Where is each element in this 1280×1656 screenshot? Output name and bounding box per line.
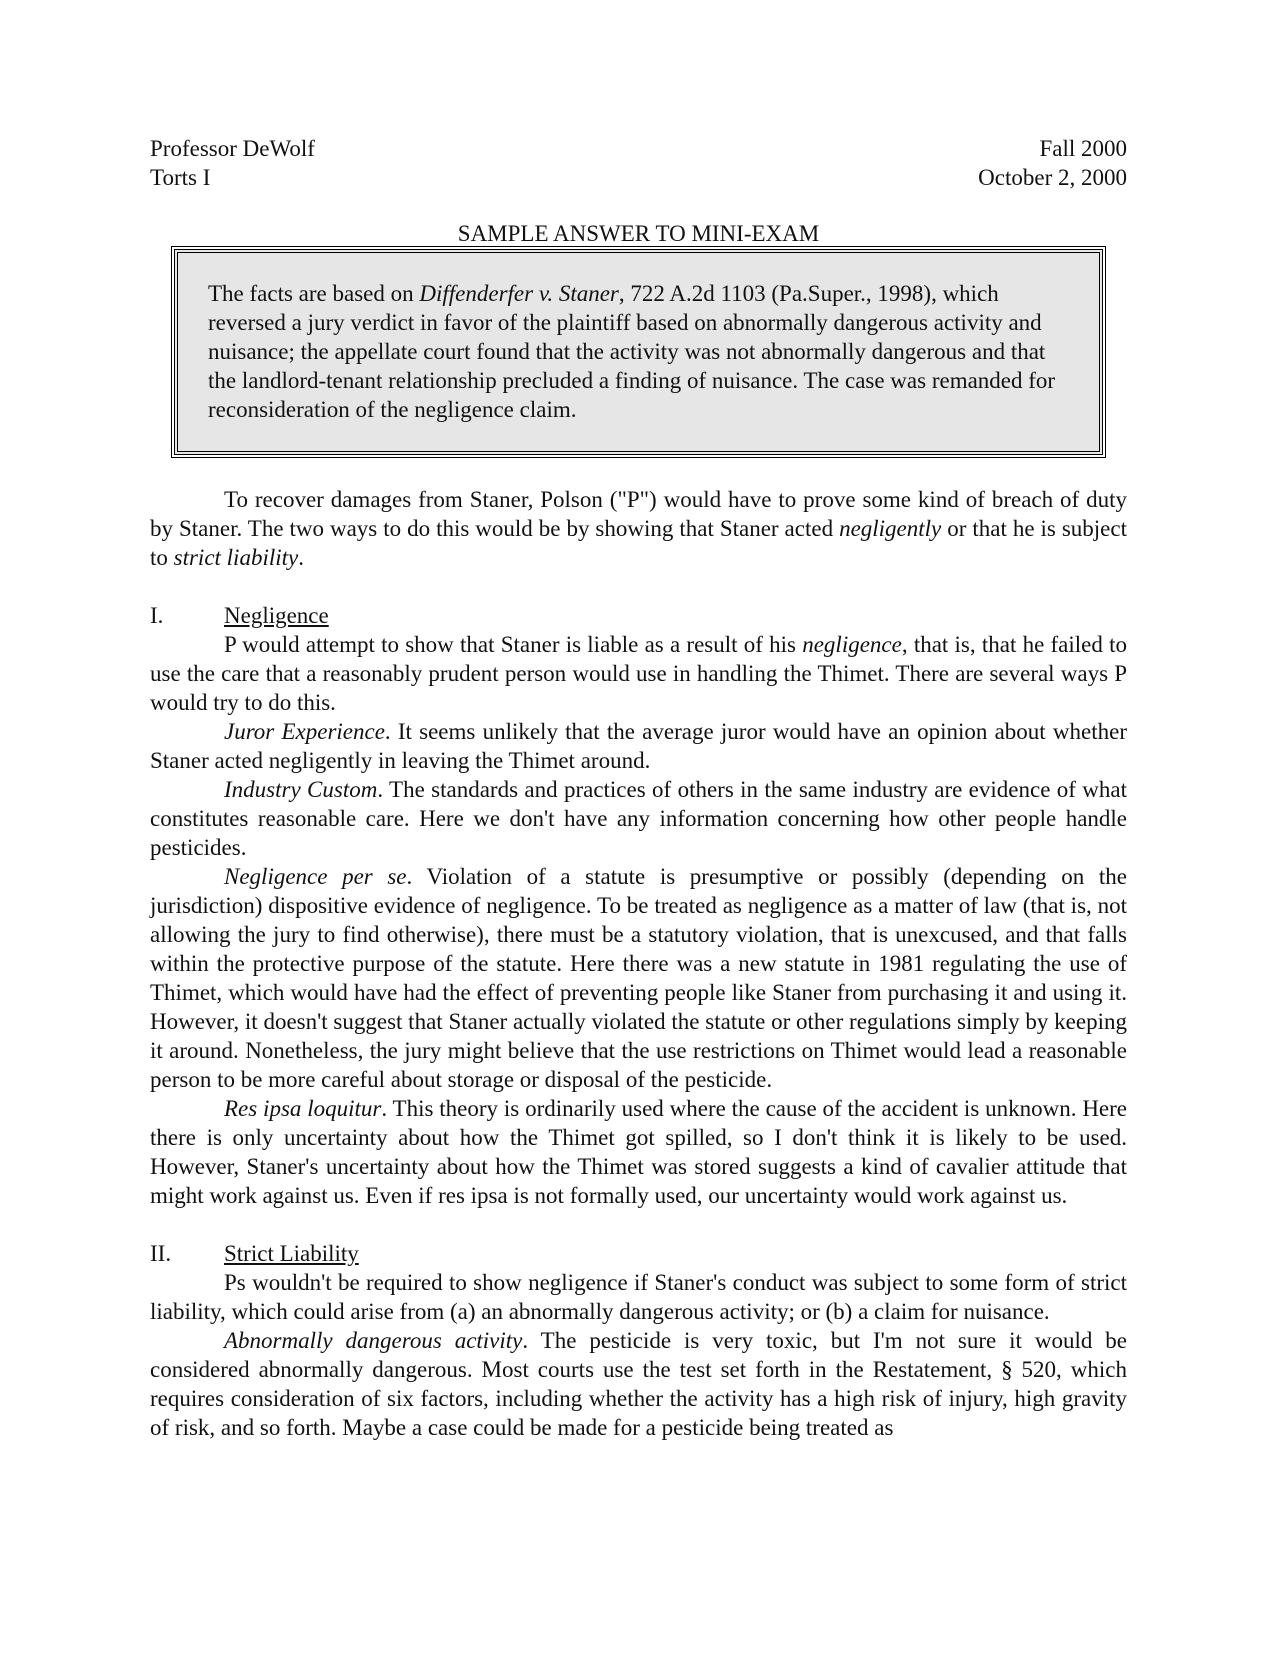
section-heading-negligence [150, 601, 1127, 630]
date: October 2, 2000 [978, 165, 1127, 190]
facts-post: , 722 A.2d 1103 (Pa.Super., 1998), which reversed a jury verdict in favor of the plaintiff based on abnormally dangerous activity and nuisance; the appellate court found that the activity was not abnormally dangerous and that the landlord-tenant relationship precluded a finding of nuisance. The case was remanded for reconsideration of the negligence claim. [208, 281, 1056, 422]
para-text: . This theory is ordinarily used where the cause of the accident is unknown. Here there is only uncertainty about how the Thimet got spilled, so I don't think it is likely to be used. However, Staner's uncertainty about how the Thimet was stored suggests a kind of cavalier attitude that might work against us. Even if res ipsa is not formally used, our uncertainty would work against us. [150, 1096, 1128, 1208]
para-text: . It seems unlikely that the average juror would have an opinion about whether Staner acted negligently in leaving the Thimet around. [150, 719, 1127, 773]
header-left [150, 134, 315, 192]
para-text: . Violation of a statute is presumptive or possibly (depending on the jurisdiction) dispositive evidence of negligence. To be treated as negligence as a matter of law (that is, not allowing the jury to find otherwise), there must be a statutory violation, that is unexcused, and that falls within the protective purpose of the statute. Here there was a new statute in 1981 regulating the use of Thimet, which would have had the effect of preventing people like Staner from purchasing it and using it. However, it doesn't suggest that Staner actually violated the statute or other regulations simply by keeping it around. Nonetheless, the jury might believe that the use restrictions on Thimet would lead a reasonable person to be more careful about storage or disposal of the pesticide. [150, 864, 1127, 1092]
abnormally-dangerous-paragraph [150, 1326, 1127, 1442]
professor-name: Professor DeWolf [150, 136, 315, 161]
term: Fall 2000 [1039, 136, 1127, 161]
negligence-paragraph [150, 630, 1127, 717]
para-text: , that is, that he failed to use the care that a reasonably prudent person would use in handling the Thimet. There are several ways P would try to do this. [150, 632, 1127, 715]
section-title: Negligence [224, 603, 329, 628]
document-title: SAMPLE ANSWER TO MINI-EXAM [457, 221, 820, 246]
para-heading: Juror Experience [224, 719, 385, 744]
intro-e: . [298, 545, 304, 570]
document-page [150, 134, 1127, 1442]
case-name: Diffenderfer v. Staner [419, 281, 619, 306]
res-ipsa-paragraph [150, 1094, 1127, 1210]
intro-c: or that he is subject to [150, 516, 1127, 570]
intro-strict-liability: strict liability [173, 545, 299, 570]
juror-experience-paragraph [150, 717, 1127, 775]
industry-custom-paragraph [150, 775, 1127, 862]
facts-box [174, 249, 1103, 455]
negligence-per-se-paragraph [150, 862, 1127, 1094]
para-italic: negligence [802, 632, 902, 657]
strict-liability-paragraph: Ps wouldn't be required to show negligence if Staner's conduct was subject to some form of strict liability, which could arise from (a) an abnormally dangerous activity; or (b) a claim for nuisance. [150, 1270, 1127, 1324]
intro-paragraph [150, 485, 1127, 572]
section-number: I. [150, 603, 164, 628]
section-number: II. [150, 1241, 172, 1266]
section-heading-strict-liability [150, 1239, 1127, 1268]
header-right [978, 134, 1127, 192]
intro-a: To recover damages from Staner, Polson ("P") would have to prove some kind of breach of duty by Staner. The two ways to do this would be by showing that Staner acted [150, 487, 1127, 541]
para-text: . The pesticide is very toxic, but I'm not sure it would be considered abnormally dangerous. Most courts use the test set forth in the Restatement, § 520, which requires consideration of six factors, including whether the activity has a high risk of injury, high gravity of risk, and so forth. Maybe a case could be made for a pesticide being treated as [150, 1328, 1127, 1440]
para-heading: Abnormally dangerous activity [224, 1328, 523, 1353]
document-header [150, 134, 1127, 192]
para-heading: Industry Custom [224, 777, 378, 802]
facts-text [208, 279, 1069, 424]
intro-negligently: negligently [839, 516, 942, 541]
para-heading: Negligence per se [224, 864, 407, 889]
para-text: . The standards and practices of others in the same industry are evidence of what constitutes reasonable care. Here we don't have any information concerning how other people handle pesticides. [150, 777, 1127, 860]
para-heading: Res ipsa loquitur [224, 1096, 382, 1121]
para-text: P would attempt to show that Staner is liable as a result of his [224, 632, 803, 657]
course-name: Torts I [150, 165, 211, 190]
section-title: Strict Liability [224, 1241, 359, 1266]
facts-pre: The facts are based on [208, 281, 420, 306]
